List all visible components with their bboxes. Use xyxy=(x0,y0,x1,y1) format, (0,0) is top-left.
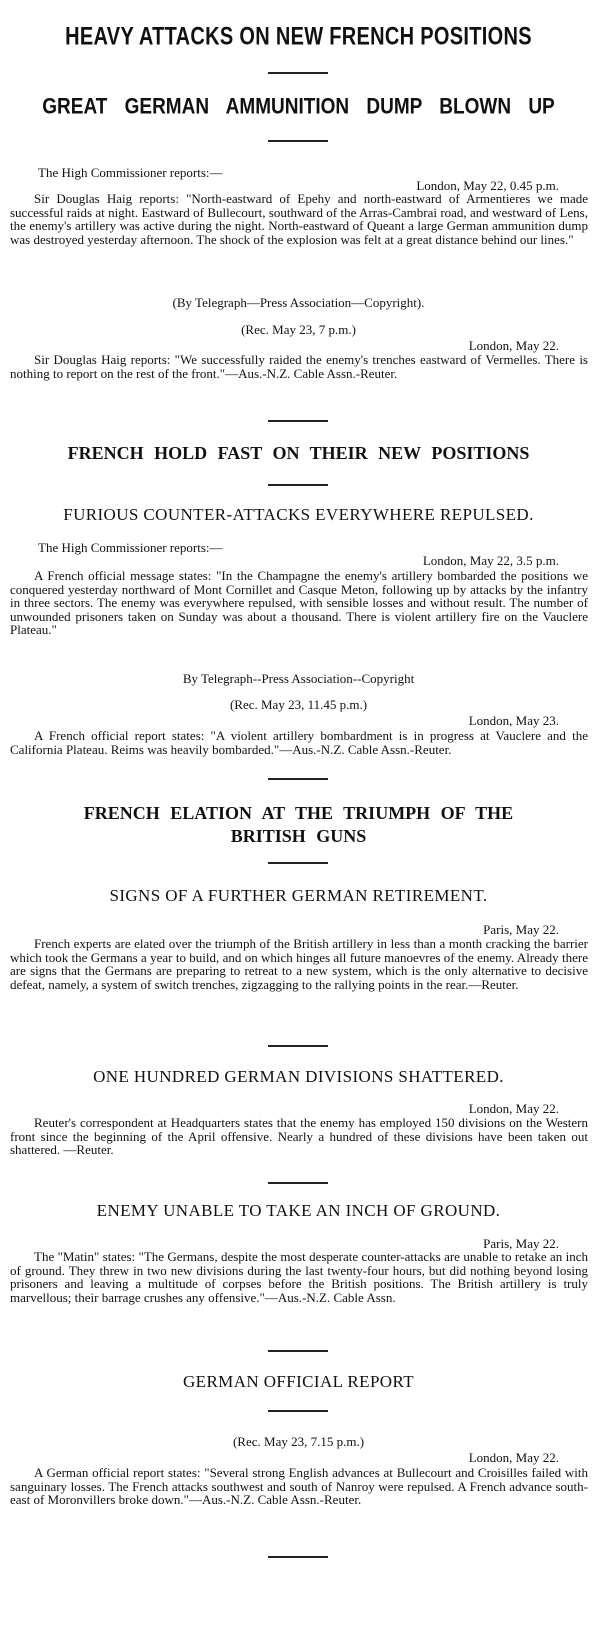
divider xyxy=(268,1045,328,1047)
article-paragraph: A German official report states: "Several strong English advances at Bullecourt and Croisilles failed with sanguinary losses. The French attacks southwest and south of Nanroy were repulsed. A French advance south-east of Moronvillers broke down."—Aus.-N.Z. Cable Assn.-Reuter. xyxy=(10,1465,588,1507)
received-note: (Rec. May 23, 7.15 p.m.) xyxy=(232,1434,365,1449)
divider xyxy=(268,1182,328,1184)
subhead-counter-attacks: FURIOUS COUNTER-ATTACKS EVERYWHERE REPULSED. xyxy=(63,505,534,524)
headline-french-elation: FRENCH ELATION AT THE TRIUMPH OF THE xyxy=(83,803,514,823)
article-paragraph: Sir Douglas Haig reports: "We successfully raided the enemy's trenches eastward of Vermelles. There is nothing to report on the rest of the front."—Aus.-N.Z. Cable Assn.-Reuter. xyxy=(10,352,588,381)
dateline: London, May 22. xyxy=(468,338,559,353)
divider xyxy=(268,1410,328,1412)
dateline: Paris, May 22. xyxy=(483,922,559,937)
divider xyxy=(268,1350,328,1352)
dateline: Paris, May 22. xyxy=(483,1236,559,1251)
intro-text: The High Commissioner reports:— xyxy=(38,540,223,555)
press-credit: (By Telegraph—Press Association—Copyright). xyxy=(172,295,425,310)
received-note: (Rec. May 23, 11.45 p.m.) xyxy=(229,697,368,712)
divider xyxy=(268,140,328,142)
headline-heavy-attacks: HEAVY ATTACKS ON NEW FRENCH POSITIONS xyxy=(65,23,532,51)
dateline: London, May 22, 3.5 p.m. xyxy=(422,553,559,568)
intro-text: The High Commissioner reports:— xyxy=(38,165,223,180)
headline-french-hold-fast: FRENCH HOLD FAST ON THEIR NEW POSITIONS xyxy=(67,443,530,463)
article-paragraph: French experts are elated over the triumph of the British artillery in less than a month cracking the barrier which took the Germans a year to build, and on which hinges all future manoevres of the enemy. Already there are signs that the Germans are preparing to retreat to a new system, which is the only alternative to decisive defeat, namely, a system of switch trenches, zigzagging to the rallying points in the rear.—Reuter. xyxy=(10,936,588,992)
dateline: London, May 22, 0.45 p.m. xyxy=(416,178,559,193)
divider xyxy=(268,484,328,486)
divider xyxy=(268,72,328,74)
press-credit: By Telegraph--Press Association--Copyright xyxy=(182,671,415,686)
article-paragraph: A French official report states: "A violent artillery bombardment is in progress at Vauclere and the California Plateau. Reims was heavily bombarded."—Aus.-N.Z. Cable Assn.-Reuter. xyxy=(10,728,588,757)
divider xyxy=(268,778,328,780)
subhead-german-retirement: SIGNS OF A FURTHER GERMAN RETIREMENT. xyxy=(109,886,488,905)
divider xyxy=(268,862,328,864)
divider xyxy=(268,1556,328,1558)
dateline: London, May 22. xyxy=(468,1450,559,1465)
received-note: (Rec. May 23, 7 p.m.) xyxy=(241,322,356,337)
subhead-divisions-shattered: ONE HUNDRED GERMAN DIVISIONS SHATTERED. xyxy=(93,1067,504,1086)
headline-british-guns: BRITISH GUNS xyxy=(230,826,367,846)
subhead-ammunition-dump: GREAT GERMAN AMMUNITION DUMP BLOWN UP xyxy=(42,95,555,120)
subhead-german-official-report: GERMAN OFFICIAL REPORT xyxy=(182,1372,414,1391)
subhead-inch-of-ground: ENEMY UNABLE TO TAKE AN INCH OF GROUND. xyxy=(96,1201,501,1220)
divider xyxy=(268,420,328,422)
article-paragraph: A French official message states: "In the Champagne the enemy's artillery bombarded the positions we conquered yesterday northward of Mont Cornillet and Casque Meton, following up by attacks by the infantry in three sectors. The enemy was everywhere repulsed, with sensible losses and without result. The number of unwounded prisoners taken on Sunday was about a thousand. There is violent artillery fire on the Vauclere Plateau." xyxy=(10,568,588,637)
article-paragraph: Reuter's correspondent at Headquarters states that the enemy has employed 150 divisions on the Western front since the beginning of the April offensive. Nearly a hundred of these divisions have been taken out shattered. —Reuter. xyxy=(10,1115,588,1157)
article-paragraph: Sir Douglas Haig reports: "North-eastward of Epehy and north-eastward of Armentieres we made successful raids at night. Eastward of Bullecourt, southward of the Arras-Cambrai road, and westward of Lens, the enemy's artillery was active during the night. North-eastward of Queant a large German ammunition dump was destroyed yesterday afternoon. The shock of the explosion was felt at a great distance behind our lines." xyxy=(10,191,588,247)
article-paragraph: The "Matin" states: "The Germans, despite the most desperate counter-attacks are unable to retake an inch of ground. They threw in two new divisions during the last twenty-four hours, but did nothing beyond losing prisoners and leaving a multitude of corpses before the British positions. The British artillery is truly marvellous; their barrage crushes any offensive."—Aus.-N.Z. Cable Assn. xyxy=(10,1249,588,1305)
dateline: London, May 23. xyxy=(468,713,559,728)
dateline: London, May 22. xyxy=(468,1101,559,1116)
